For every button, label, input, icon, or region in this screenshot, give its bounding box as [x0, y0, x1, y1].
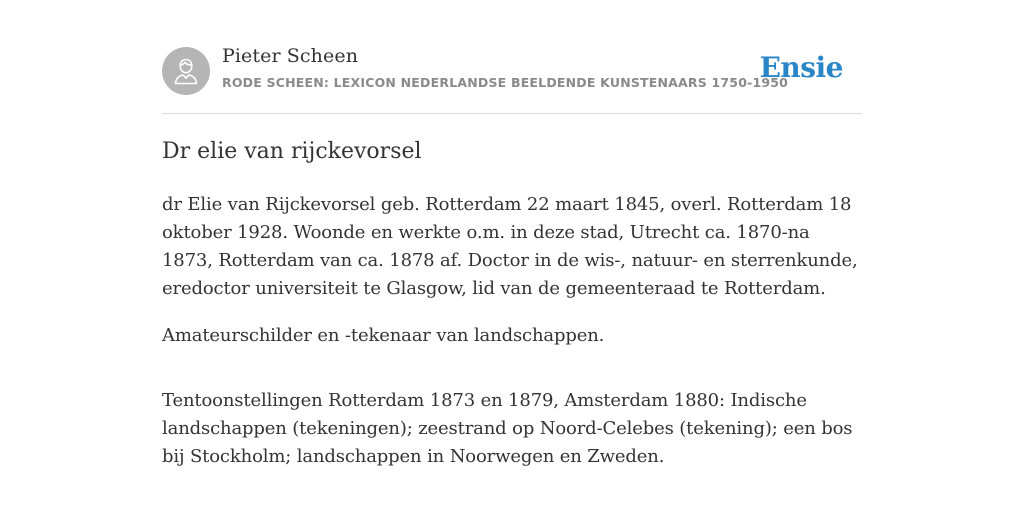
user-avatar-icon: [172, 56, 200, 86]
author-name[interactable]: Pieter Scheen: [222, 45, 359, 67]
article-page: [162, 0, 862, 467]
article-header: [162, 0, 862, 114]
article-paragraph: Tentoonstellingen Rotterdam 1873 en 1879, Amsterdam 1880: Indische landschappen (tekeningen); zeestrand op Noord-Celebes (tekening); een bos bij Stockholm; landschappen in Noorwegen en Zweden.: [162, 390, 853, 467]
article-title: Dr elie van rijckevorsel: [162, 139, 422, 164]
source-label[interactable]: RODE SCHEEN: LEXICON NEDERLANDSE BEELDENDE KUNSTENAARS 1750-1950: [222, 75, 789, 90]
article-paragraph: dr Elie van Rijckevorsel geb. Rotterdam 22 maart 1845, overl. Rotterdam 18 oktober 1928. Woonde en werkte o.m. in deze stad, Utrecht ca. 1870-na 1873, Rotterdam van ca. 1878 af. Doctor in de wis-, natuur- en sterrenkunde, eredoctor universiteit te Glasgow, lid van de gemeenteraad te Rotterdam.: [162, 194, 858, 299]
article-body: [162, 191, 862, 490]
brand-logo[interactable]: Ensie: [759, 51, 843, 84]
article-paragraph: Amateurschilder en -tekenaar van landschappen.: [162, 325, 605, 346]
author-avatar[interactable]: [162, 47, 210, 95]
